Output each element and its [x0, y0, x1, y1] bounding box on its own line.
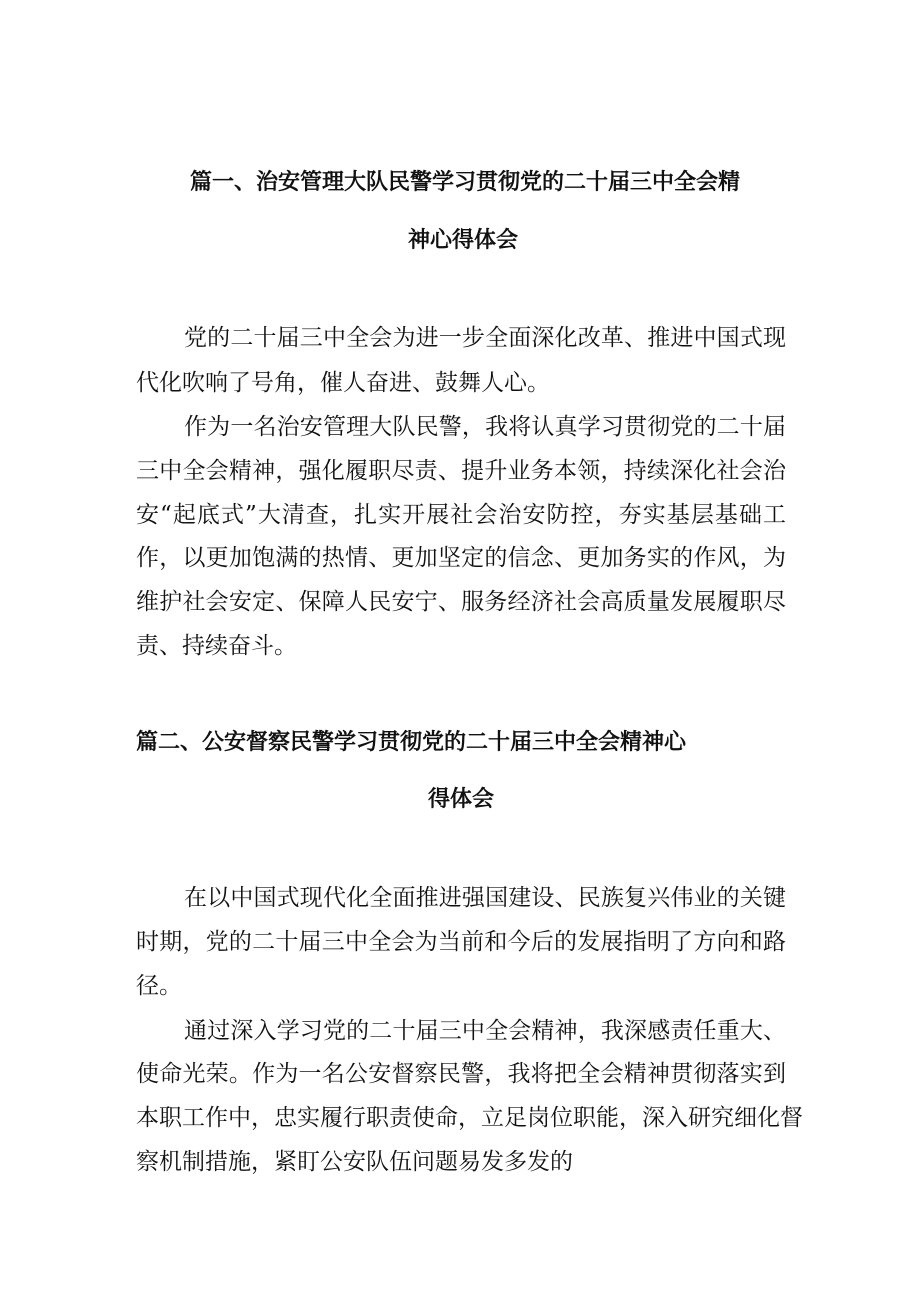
section-2-para-2-line-3: 本职工作中，忠实履行职责使命，立足岗位职能，深入研究细化督 [136, 1105, 803, 1131]
section-2-title-line-2: 得体会 [428, 787, 495, 812]
section-1-title-line-2: 神心得体会 [408, 228, 519, 253]
section-2-para-1-line-2: 时期，党的二十届三中全会为当前和今后的发展指明了方向和路 [136, 929, 786, 955]
section-1-title-line-1: 篇一、治安管理大队民警学习贯彻党的二十届三中全会精 [190, 170, 741, 195]
section-1-para-2-line-6: 责、持续奋斗。 [136, 633, 297, 659]
section-2-title-line-1: 篇二、公安督察民警学习贯彻党的二十届三中全会精神心 [136, 730, 687, 755]
section-1-para-2-line-3: 安“起底式”大清查，扎实开展社会治安防控，夯实基层基础工 [136, 502, 786, 528]
section-2-para-1-line-1: 在以中国式现代化全面推进强国建设、民族复兴伟业的关键 [184, 885, 786, 911]
section-2-para-1-line-3: 径。 [136, 973, 182, 999]
section-1-para-1-line-1: 党的二十届三中全会为进一步全面深化改革、推进中国式现 [184, 325, 786, 351]
section-1-para-1-line-2: 代化吹响了号角，催人奋进、鼓舞人心。 [136, 370, 550, 396]
section-1-para-2-line-5: 维护社会安定、保障人民安宁、服务经济社会高质量发展履职尽 [136, 589, 786, 615]
section-1-para-2-line-4: 作，以更加饱满的热情、更加坚定的信念、更加务实的作风，为 [136, 545, 786, 571]
section-2-para-2-line-4: 察机制措施，紧盯公安队伍问题易发多发的 [136, 1149, 573, 1175]
section-1-para-2-line-1: 作为一名治安管理大队民警，我将认真学习贯彻党的二十届 [184, 414, 786, 440]
section-2-para-2-line-2: 使命光荣。作为一名公安督察民警，我将把全会精神贯彻落实到 [136, 1061, 786, 1087]
section-2-para-2-line-1: 通过深入学习党的二十届三中全会精神，我深感责任重大、 [184, 1018, 786, 1044]
section-1-para-2-line-2: 三中全会精神，强化履职尽责、提升业务本领，持续深化社会治 [136, 458, 786, 484]
